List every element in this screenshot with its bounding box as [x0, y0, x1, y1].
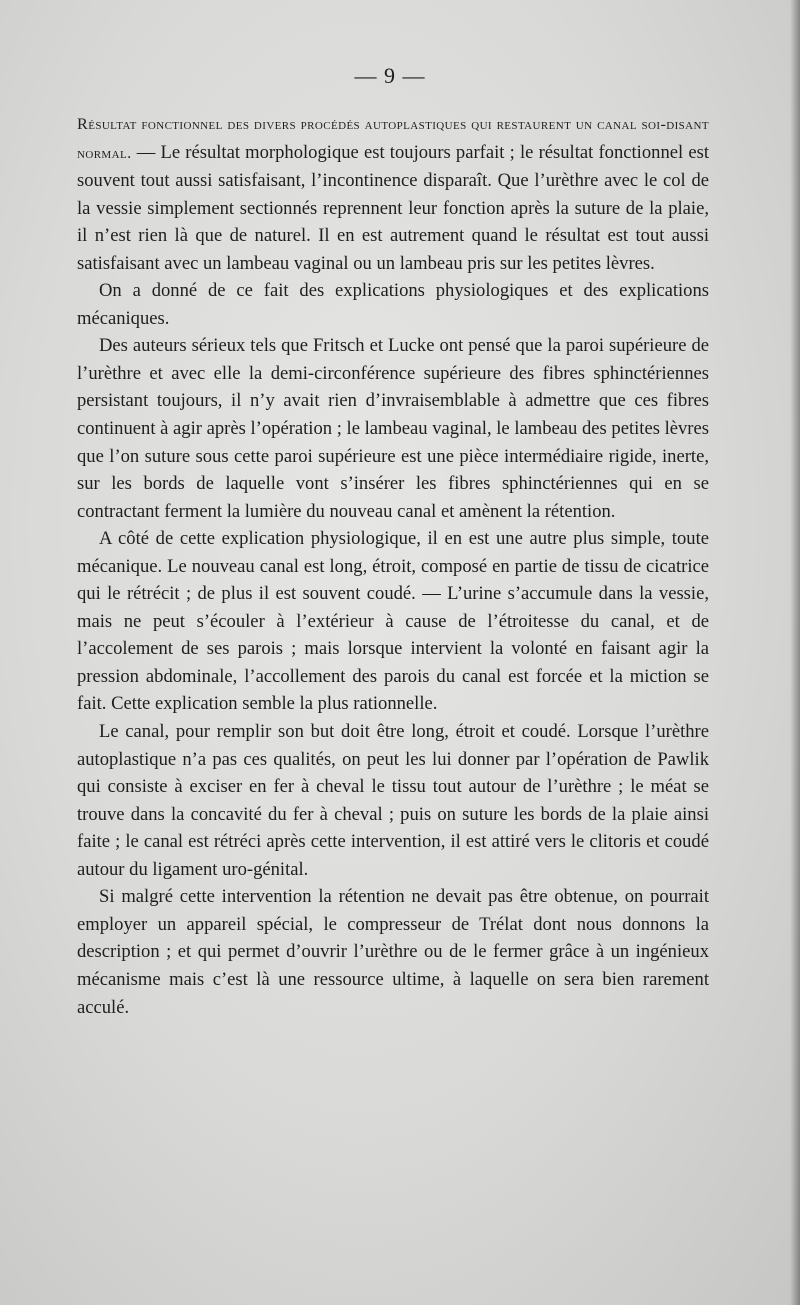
paragraph-2: On a donné de ce fait des explications physiologiques et des explications mécaniques. — [77, 280, 709, 329]
section-heading: Résultat fonctionnel des divers procédés autoplastiques qui restaurent un canal soi-disant normal. — [77, 115, 709, 162]
body-text — [77, 110, 709, 1021]
paragraph-1 — [77, 110, 709, 277]
paragraph-4: A côté de cette explication physiologique, il en est une autre plus simple, toute mécanique. Le nouveau canal est long, étroit, composé en partie de tissu de cicatrice qui le rétrécit ; de plus il est souvent coudé. — L’urine s’accumule dans la vessie, mais ne peut s’écouler à l’extérieur à cause de l’étroitesse du canal, et de l’accolement de ses parois ; mais lorsque intervient la volonté en faisant agir la pression abdominale, l’accollement des parois du canal est forcée et la miction se fait. Cette explication semble la plus rationnelle. — [77, 528, 709, 715]
paragraph-6: Si malgré cette intervention la rétention ne devait pas être obtenue, on pourrait employer un appareil spécial, le compresseur de Trélat dont nous donnons la description ; et qui permet d’ouvrir l’urèthre ou de le fermer grâce à un ingénieux mécanisme mais c’est là une ressource ultime, à laquelle on sera bien rarement acculé. — [77, 886, 709, 1018]
paragraph-1-text: — Le résultat morphologique est toujours parfait ; le résultat fonctionnel est souvent tout aussi satisfaisant, l’incontinence disparaît. Que l’urèthre avec le col de la vessie simplement sectionnés reprennent leur fonction après la suture de la plaie, il n’est rien là que de naturel. Il en est autrement quand le résultat est tout aussi satisfaisant avec un lambeau vaginal ou un lambeau pris sur les petites lèvres. — [77, 141, 709, 274]
page-number: — 9 — — [354, 63, 426, 88]
paragraph-5: Le canal, pour remplir son but doit être long, étroit et coudé. Lorsque l’urèthre autoplastique n’a pas ces qualités, on peut les lui donner par l’opération de Pawlik qui consiste à exciser en fer à cheval le tissu tout autour de l’urèthre ; le méat se trouve dans la concavité du fer à cheval ; puis on suture les bords de la plaie ainsi faite ; le canal est rétréci après cette intervention, il est attiré vers le clitoris et coudé autour du ligament uro-génital. — [77, 721, 709, 880]
paragraph-3: Des auteurs sérieux tels que Fritsch et Lucke ont pensé que la paroi supérieure de l’urèthre et avec elle la demi-circonférence supérieure des fibres sphinctériennes persistant toujours, il n’y avait rien d’invraisemblable à admettre que ces fibres continuent à agir après l’opération ; le lambeau vaginal, le lambeau des petites lèvres que l’on suture sous cette paroi supérieure est une pièce intermédiaire rigide, inerte, sur les bords de laquelle vont s’insérer les fibres sphinctériennes qui en se contractant ferment la lumière du nouveau canal et amènent la rétention. — [77, 335, 709, 522]
